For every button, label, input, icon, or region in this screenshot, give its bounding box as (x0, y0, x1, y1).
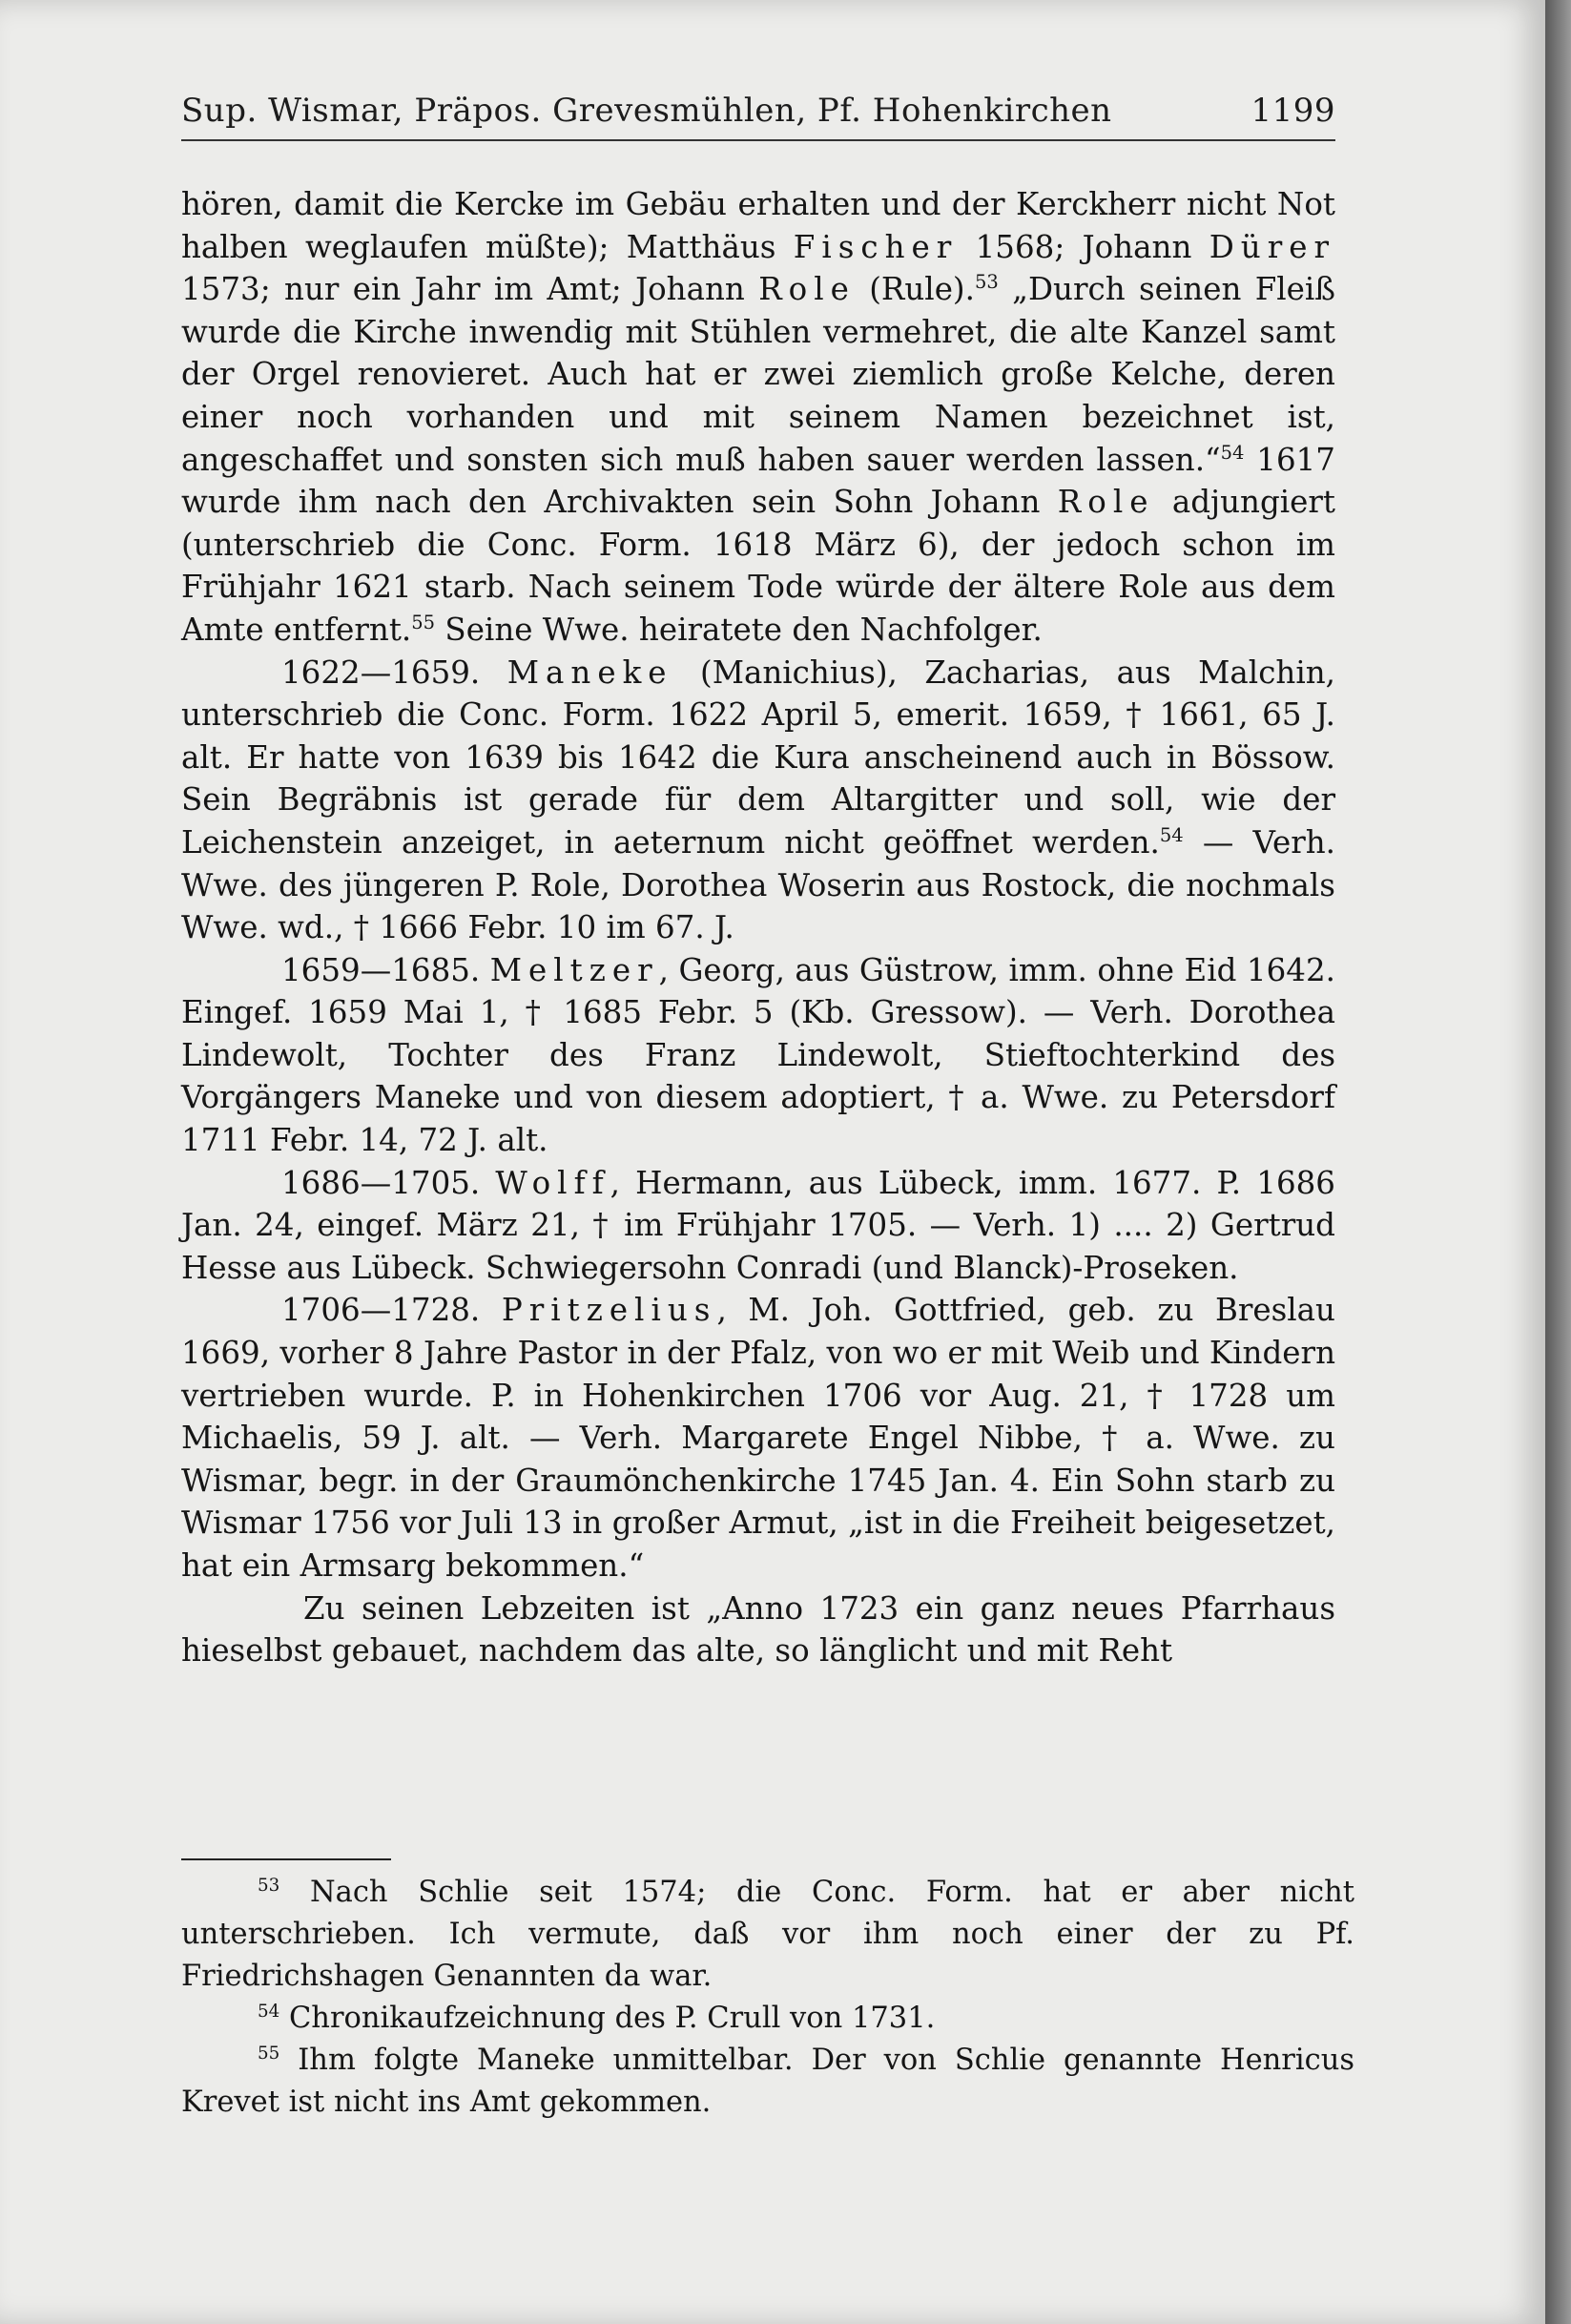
person-name: Role (758, 271, 856, 308)
person-name: Meltzer (489, 951, 659, 988)
footnote-number: 54 (258, 2001, 280, 2022)
footnote-ref: 54 (1159, 824, 1184, 847)
footnote-number: 55 (258, 2043, 280, 2064)
footnote: $^{55}$ Ihm folgte Maneke unmittelbar. Der von Schlie genannte Henricus Krevet ist nicht ins Amt gekommen. (181, 2043, 1354, 2119)
footnote: $^{54}$ Chronikaufzeichnung des P. Crull von 1731. (258, 2001, 936, 2035)
header-rule (181, 139, 1335, 141)
pastor-entry-pritzelius: 1706—1728. Pritzelius, M. Joh. Gottfried, geb. zu Breslau 1669, vorher 8 Jahre Pastor in der Pfalz, von wo er mit Weib und Kindern vertrieben wurde. P. in Hohenkirchen 1706 vor Aug. 21, † 1728 um Michaelis, 59 J. alt. — Verh. Margarete Engel Nibbe, † a. Wwe. zu Wismar, begr. in der Graumönchenkirche 1745 Jan. 4. Ein Sohn starb zu Wismar 1756 vor Juli 13 in großer Armut, „ist in die Freiheit beigesetzet, hat ein Armsarg bekommen.“ (181, 1292, 1335, 1584)
page-number: 1199 (1251, 92, 1335, 130)
person-name: Fischer (793, 228, 959, 265)
footnotes (181, 1872, 1354, 2124)
footnote-ref: 53 (974, 271, 999, 294)
person-name: Dürer (1209, 228, 1335, 265)
footnote: $^{53}$ Nach Schlie seit 1574; die Conc. Form. hat er aber nicht unterschrieben. Ich vermute, daß vor ihm noch einer der zu Pf. Friedrichshagen Genannten da war. (181, 1875, 1354, 1993)
main-text (181, 183, 1335, 1672)
footnote-ref: 55 (411, 612, 436, 634)
person-name: Maneke (506, 654, 673, 691)
person-name: Wolff (495, 1164, 610, 1201)
person-name: Role (1057, 484, 1155, 521)
footnote-rule (181, 1858, 391, 1860)
pastor-entry-wolff: 1686—1705. Wolff, Hermann, aus Lübeck, imm. 1677. P. 1686 Jan. 24, eingef. März 21, † im Frühjahr 1705. — Verh. 1) .... 2) Gertrud Hesse aus Lübeck. Schwiegersohn Conradi (und Blanck)-Proseken. (181, 1164, 1335, 1286)
page-edge-shadow (1545, 0, 1571, 2324)
footnote-ref: 54 (1220, 441, 1245, 464)
pastor-entry-maneke: 1622—1659. Maneke (Manichius), Zacharias, aus Malchin, unterschrieb die Conc. Form. 1622 April 5, emerit. 1659, † 1661, 65 J. alt. Er hatte von 1639 bis 1642 die Kura anscheinend auch in Bössow. Sein Begräbnis ist gerade für dem Altargitter und soll, wie der Leichenstein anzeiget, in aeternum nicht geöffnet werden.$^{54}$ — Verh. Wwe. des jüngeren P. Role, Dorothea Woserin aus Rostock, die nochmals Wwe. wd., † 1666 Febr. 10 im 67. J. (181, 654, 1335, 946)
paragraph-continuation: hören, damit die Kercke im Gebäu erhalten und der Kerckherr nicht Not halben weglaufen müßte); Matthäus Fischer 1568; Johann Dürer 1573; nur ein Jahr im Amt; Johann Role (Rule).$^{53}$ „Durch seinen Fleiß wurde die Kirche inwendig mit Stühlen vermehret, die alte Kanzel samt der Orgel renovieret. Auch hat er zwei ziemlich große Kelche, deren einer noch vorhanden und mit seinem Namen bezeichnet ist, angeschaffet und sonsten sich muß haben sauer werden lassen.“$^{54}$ 1617 wurde ihm nach den Archivakten sein Sohn Johann Role adjungiert (unterschrieb die Conc. Form. 1618 März 6), der jedoch schon im Frühjahr 1621 starb. Nach seinem Tode würde der ältere Role aus dem Amte entfernt.$^{55}$ Seine Wwe. heiratete den Nachfolger. (181, 186, 1335, 648)
running-header (181, 92, 1335, 130)
footnote-number: 53 (258, 1875, 280, 1896)
person-name: Pritzelius (501, 1292, 717, 1329)
header-title: Sup. Wismar, Präpos. Grevesmühlen, Pf. Hohenkirchen (181, 92, 1112, 130)
pastor-entry-meltzer: 1659—1685. Meltzer, Georg, aus Güstrow, imm. ohne Eid 1642. Eingef. 1659 Mai 1, † 1685 Febr. 5 (Kb. Gressow). — Verh. Dorothea Lindewolt, Tochter des Franz Lindewolt, Stieftochterkind des Vorgängers Maneke und von diesem adoptiert, † a. Wwe. zu Petersdorf 1711 Febr. 14, 72 J. alt. (181, 951, 1335, 1159)
paragraph-pfarrhaus: Zu seinen Lebzeiten ist „Anno 1723 ein ganz neues Pfarrhaus hieselbst gebauet, nachdem das alte, so länglicht und mit Reht (181, 1589, 1335, 1670)
